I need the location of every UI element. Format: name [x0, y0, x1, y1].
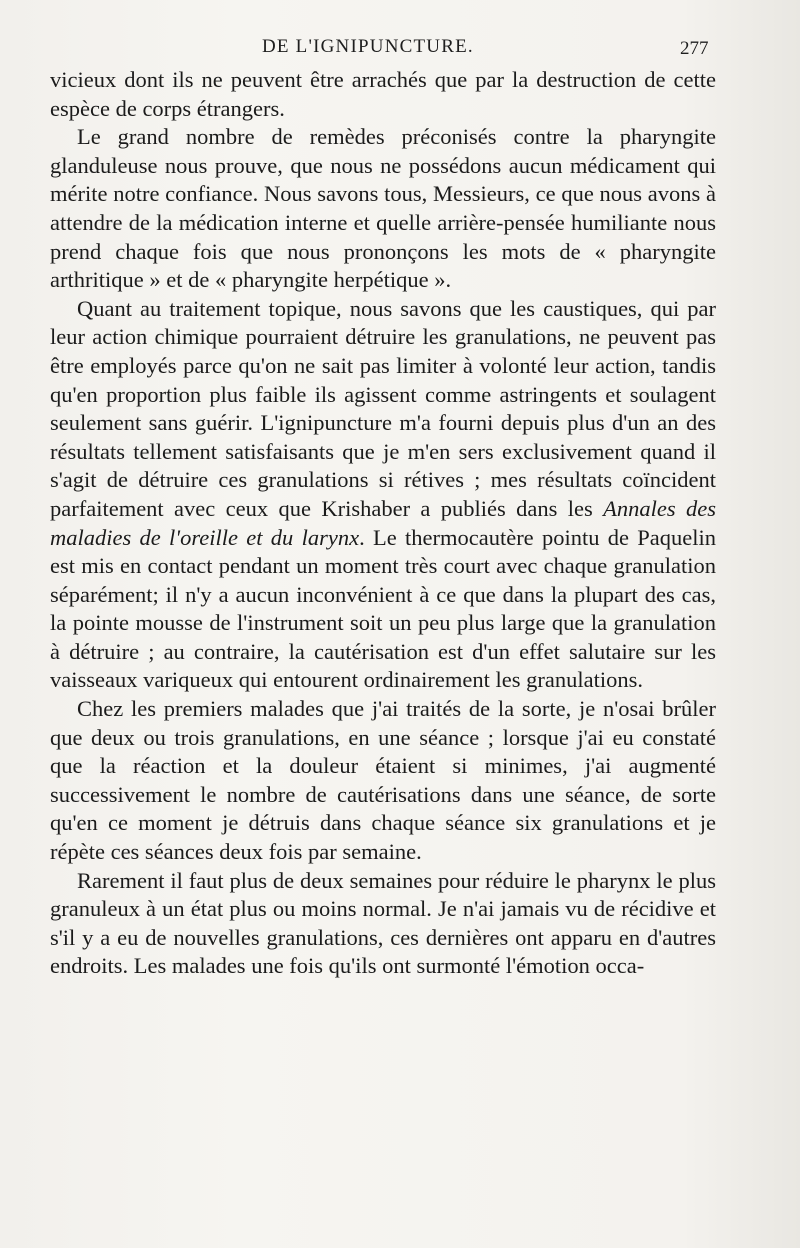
body-text — [50, 66, 716, 981]
paragraph-first-patients: Chez les premiers malades que j'ai traités de la sorte, je n'osai brûler que deux ou trois granulations, en une séance ; lorsque j'ai eu constaté que la réaction et la douleur étaient si minimes, j'ai augmenté successivement le nombre de cautérisations dans une séance, de sorte qu'en ce moment je détruis dans chaque séance six granulations et je répète ces séances deux fois par semaine. — [50, 696, 716, 865]
paragraph-text: Quant au traitement topique, nous savons que les caustiques, qui par leur action chimique pourraient détruire les granulations, ne peuvent pas être employés parce qu'on ne sait pas limiter à volonté leur action, tandis qu'en proportion plus faible ils agissent comme astringents et soulagent seulement sans guérir. L'ignipuncture m'a fourni depuis plus d'un an des résultats tellement satisfaisants que je m'en sers exclusivement quand il s'agit de détruire ces granulations si rétives ; mes résultats coïncident parfaitement avec ceux que Krishaber a publiés dans les — [50, 295, 716, 521]
paragraph-topical-treatment — [50, 295, 716, 695]
page-header — [0, 34, 800, 64]
paragraph-text: . Le thermocautère pointu de Paquelin est mis en contact pendant un moment très court avec chaque granulation séparément; il n'y a aucun inconvénient à ce que dans la plupart des cas, la pointe mousse de l'instrument soit un peu plus large que la granulation à détruire ; au contraire, la cautérisation est d'un effet salutaire sur les vaisseaux variqueux qui entourent ordinairement les granulations. — [50, 524, 716, 693]
journal-title: Annales des maladies de l'oreille et du larynx — [50, 495, 716, 550]
running-title: DE L'IGNIPUNCTURE. — [262, 36, 474, 57]
paragraph-results: Rarement il faut plus de deux semaines pour réduire le pharynx le plus granuleux à un état plus ou moins normal. Je n'ai jamais vu de récidive et s'il y a eu de nouvelles granulations, ces dernières ont apparu en d'autres endroits. Les malades une fois qu'ils ont surmonté l'émotion occa- — [50, 867, 716, 979]
paragraph-remedies: Le grand nombre de remèdes préconisés contre la pharyngite glanduleuse nous prouve, que nous ne possédons aucun médicament qui mérite notre confiance. Nous savons tous, Messieurs, ce que nous avons à attendre de la médication interne et quelle arrière-pensée humiliante nous prend chaque fois que nous prononçons les mots de « pharyngite arthritique » et de « pharyngite herpétique ». — [50, 124, 716, 293]
page-number: 277 — [680, 38, 709, 59]
paragraph-continuation: vicieux dont ils ne peuvent être arrachés que par la destruction de cette espèce de corps étrangers. — [50, 67, 716, 121]
